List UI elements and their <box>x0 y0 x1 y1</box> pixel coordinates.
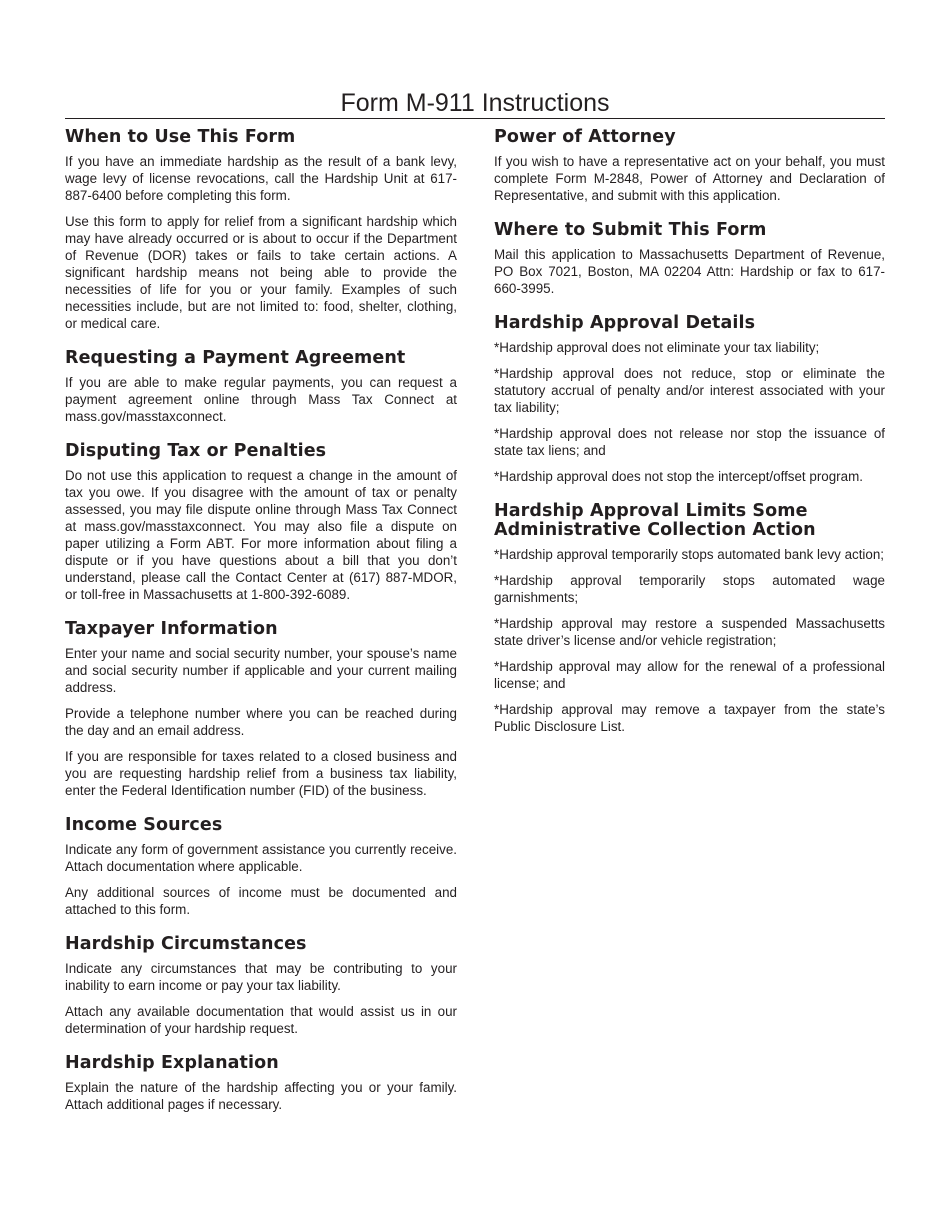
paragraph: Explain the nature of the hardship affecting you or your family. Attach additional pages if necessary. <box>65 1080 457 1112</box>
paragraph: *Hardship approval temporarily stops automated wage garnishments; <box>494 573 885 605</box>
section-where-to-submit <box>494 221 885 297</box>
section-approval-details <box>494 314 885 485</box>
paragraph: Indicate any circumstances that may be contributing to your inability to earn income or pay your tax liability. <box>65 961 457 993</box>
paragraph: *Hardship approval does not reduce, stop or eliminate the statutory accrual of penalty and/or interest associated with your tax liability; <box>494 366 885 415</box>
section-heading: Hardship Approval Limits Some Administrative Collection Action <box>494 501 816 540</box>
title-rule <box>65 118 885 119</box>
paragraph: *Hardship approval does not eliminate your tax liability; <box>494 340 820 355</box>
paragraph: *Hardship approval may restore a suspended Massachusetts state driver’s license and/or vehicle registration; <box>494 616 885 648</box>
paragraph: *Hardship approval may remove a taxpayer from the state’s Public Disclosure List. <box>494 702 885 734</box>
section-heading: Power of Attorney <box>494 127 676 147</box>
section-approval-limits <box>494 502 885 735</box>
section-power-of-attorney <box>494 128 885 204</box>
paragraph: *Hardship approval does not release nor stop the issuance of state tax liens; and <box>494 426 885 458</box>
section-hardship-explanation <box>65 1054 457 1113</box>
section-taxpayer-information <box>65 620 457 799</box>
paragraph: Any additional sources of income must be documented and attached to this form. <box>65 885 457 917</box>
paragraph: Indicate any form of government assistance you currently receive. Attach documentation where applicable. <box>65 842 457 874</box>
section-heading: When to Use This Form <box>65 127 296 147</box>
paragraph: *Hardship approval does not stop the intercept/offset program. <box>494 469 863 484</box>
section-heading: Requesting a Payment Agreement <box>65 348 406 368</box>
paragraph: If you wish to have a representative act on your behalf, you must complete Form M-2848, Power of Attorney and Declaration of Representative, and submit with this application. <box>494 154 885 203</box>
paragraph: If you are responsible for taxes related to a closed business and you are requesting hardship relief from a business tax liability, enter the Federal Identification number (FID) of the business. <box>65 749 457 798</box>
paragraph: Attach any available documentation that would assist us in our determination of your hardship request. <box>65 1004 457 1036</box>
paragraph: If you have an immediate hardship as the result of a bank levy, wage levy of license revocations, call the Hardship Unit at 617-887-6400 before completing this form. <box>65 154 457 203</box>
paragraph: Enter your name and social security number, your spouse’s name and social security number if applicable and your current mailing address. <box>65 646 457 695</box>
section-heading: Hardship Explanation <box>65 1053 279 1073</box>
section-income-sources <box>65 816 457 918</box>
section-heading: Taxpayer Information <box>65 619 278 639</box>
section-heading: Hardship Approval Details <box>494 313 756 333</box>
paragraph: *Hardship approval temporarily stops automated bank levy action; <box>494 547 885 562</box>
section-disputing-tax <box>65 442 457 603</box>
paragraph: Do not use this application to request a change in the amount of tax you owe. If you disagree with the amount of tax or penalty assessed, you may file dispute online through Mass Tax Connect at mass.gov/masstaxconnect. You may also file a dispute on paper utilizing a Form ABT. For more information about filing a dispute or if you have questions about a bill that you don’t understand, please call the Contact Center at (617) 887-MDOR, or toll-free in Massachusetts at 1-800-392-6089. <box>65 468 457 602</box>
section-heading: Hardship Circumstances <box>65 934 307 954</box>
section-heading: Disputing Tax or Penalties <box>65 441 327 461</box>
page-title: Form M-911 Instructions <box>340 89 610 117</box>
paragraph: Use this form to apply for relief from a significant hardship which may have already occurred or is about to occur if the Department of Revenue (DOR) takes or fails to take certain actions. A significant hardship means not being able to provide the necessities of life for you or your family. Examples of such necessities include, but are not limited to: food, shelter, clothing, or medical care. <box>65 214 457 331</box>
paragraph: If you are able to make regular payments, you can request a payment agreement online through Mass Tax Connect at mass.gov/masstaxconnect. <box>65 375 457 424</box>
section-heading: Where to Submit This Form <box>494 220 767 240</box>
section-heading: Income Sources <box>65 815 223 835</box>
section-payment-agreement <box>65 349 457 425</box>
paragraph: Mail this application to Massachusetts Department of Revenue, PO Box 7021, Boston, MA 02204 Attn: Hardship or fax to 617-660-3995. <box>494 247 885 296</box>
paragraph: *Hardship approval may allow for the renewal of a professional license; and <box>494 659 885 691</box>
paragraph: Provide a telephone number where you can be reached during the day and an email address. <box>65 706 457 738</box>
left-column <box>65 128 457 1130</box>
section-when-to-use <box>65 128 457 332</box>
right-column <box>494 128 885 752</box>
section-hardship-circumstances <box>65 935 457 1037</box>
